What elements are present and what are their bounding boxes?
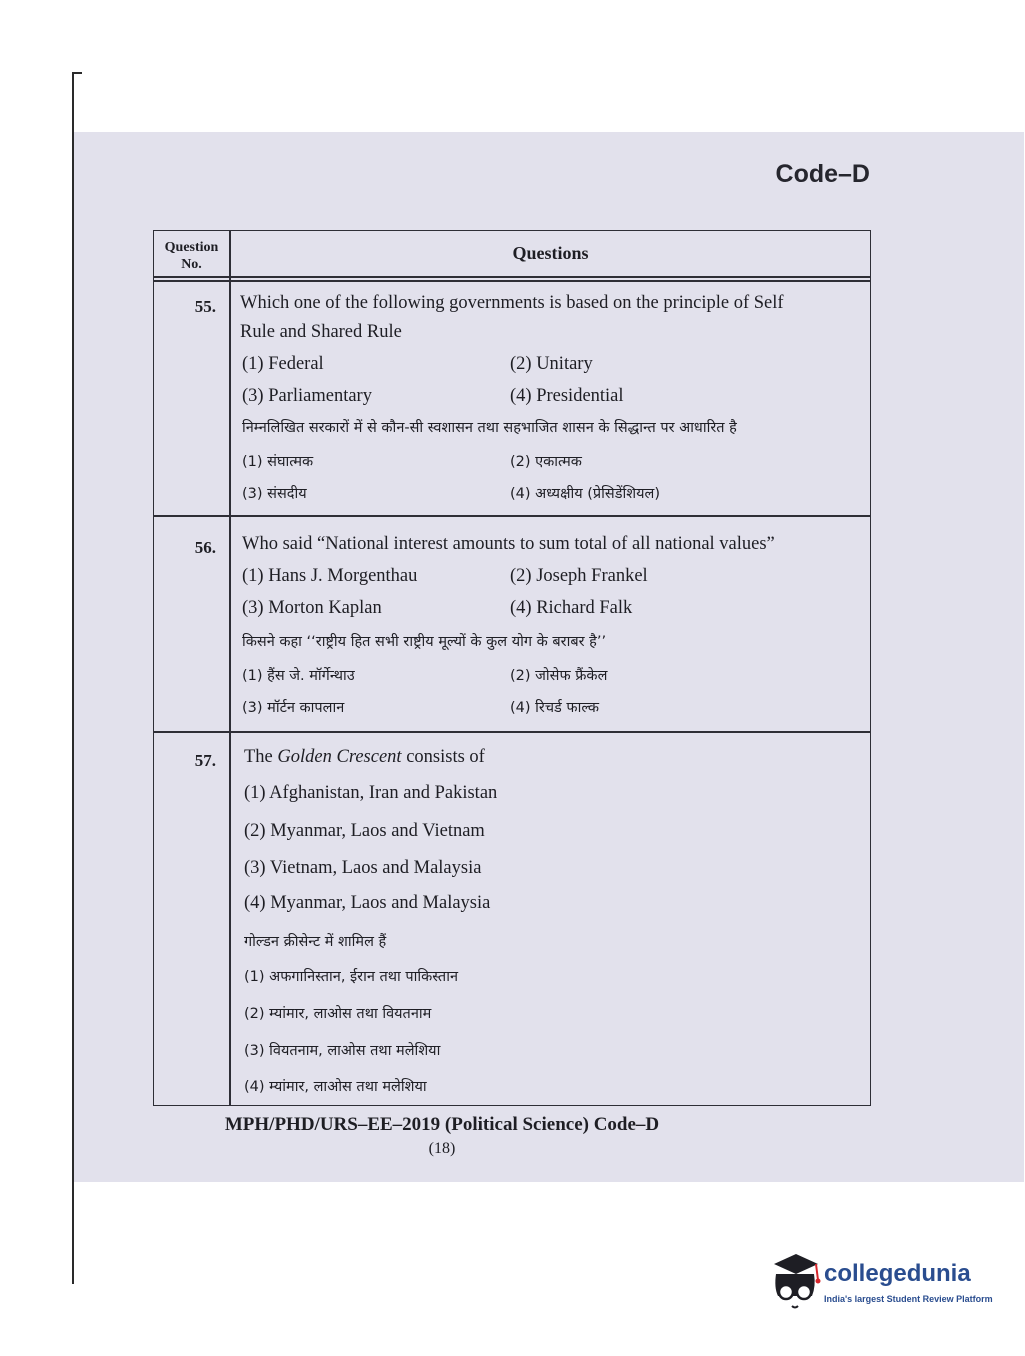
q57-option-en-4: (4) Myanmar, Laos and Malaysia (244, 893, 491, 913)
page-number: (18) (428, 1140, 456, 1157)
q57-term-golden-crescent: Golden Crescent (277, 747, 402, 767)
q55-option-hi-2: (2) एकात्मक (510, 454, 582, 470)
q55-text-hi: निम्नलिखित सरकारों में से कौन-सी स्वशासन तथा सहभाजित शासन के सिद्धान्त पर आधारित है (242, 420, 737, 436)
column-divider (229, 231, 231, 1105)
q55-option-hi-1: (1) संघात्मक (242, 454, 314, 470)
q56-text-en: Who said “National interest amounts to sum total of all national values” (242, 534, 775, 554)
scan-edge-top (72, 72, 82, 74)
question-number-56: 56. (194, 538, 216, 557)
q55-option-en-2: (2) Unitary (510, 354, 593, 374)
q57-option-hi-2: (2) म्यांमार, लाओस तथा वियतनाम (244, 1006, 432, 1022)
student-mascot-icon (768, 1248, 824, 1318)
q55-text-en-line2: Rule and Shared Rule (240, 322, 402, 342)
code-label: Code–D (775, 160, 870, 188)
q56-option-en-3: (3) Morton Kaplan (242, 598, 382, 618)
footer-exam-title: MPH/PHD/URS–EE–2019 (Political Science) Code–D (224, 1114, 660, 1135)
question-number-57: 57. (194, 751, 216, 770)
logo-tagline: India's largest Student Review Platform (824, 1294, 993, 1304)
q57-option-hi-4: (4) म्यांमार, लाओस तथा मलेशिया (244, 1079, 427, 1095)
q57-option-en-2: (2) Myanmar, Laos and Vietnam (244, 821, 485, 841)
q56-option-hi-3: (3) मॉर्टन कापलान (242, 700, 345, 716)
header-question-no: Question No. (164, 240, 219, 272)
q55-option-en-1: (1) Federal (242, 354, 324, 374)
q56-option-hi-2: (2) जोसेफ फ्रैंकेल (510, 668, 608, 684)
q56-option-hi-1: (1) हैंस जे. मॉर्गेन्थाउ (242, 668, 355, 684)
q55-option-hi-4: (4) अध्यक्षीय (प्रेसिडेंशियल) (510, 486, 660, 502)
q57-text-hi: गोल्डन क्रीसेन्ट में शामिल हैं (244, 934, 387, 950)
header-questions: Questions (512, 243, 589, 263)
header-rule (154, 276, 870, 278)
q55-text-en-line1: Which one of the following governments is based on the principle of Self (240, 293, 784, 313)
q55-option-hi-3: (3) संसदीय (242, 486, 307, 502)
collegedunia-logo (768, 1248, 993, 1318)
q56-option-en-2: (2) Joseph Frankel (510, 566, 648, 586)
q56-option-en-1: (1) Hans J. Morgenthau (242, 566, 418, 586)
q57-text-en: The Golden Crescent consists of (244, 747, 485, 767)
row-rule-56-57 (154, 731, 870, 733)
header-rule-double (154, 280, 870, 282)
q57-option-hi-1: (1) अफगानिस्तान, ईरान तथा पाकिस्तान (244, 969, 459, 985)
q56-option-en-4: (4) Richard Falk (510, 598, 633, 618)
logo-wordmark: collegedunia (824, 1260, 971, 1287)
q57-option-en-1: (1) Afghanistan, Iran and Pakistan (244, 783, 498, 803)
q56-text-hi: किसने कहा ‘‘राष्ट्रीय हित सभी राष्ट्रीय मूल्यों के कुल योग के बराबर है’’ (242, 634, 607, 650)
questions-table (153, 230, 871, 1106)
q55-option-en-4: (4) Presidential (510, 386, 624, 406)
q57-option-hi-3: (3) वियतनाम, लाओस तथा मलेशिया (244, 1043, 441, 1059)
q56-option-hi-4: (4) रिचर्ड फाल्क (510, 700, 600, 716)
q57-option-en-3: (3) Vietnam, Laos and Malaysia (244, 858, 482, 878)
question-number-55: 55. (194, 297, 216, 316)
q55-option-en-3: (3) Parliamentary (242, 386, 372, 406)
row-rule-55-56 (154, 515, 870, 517)
